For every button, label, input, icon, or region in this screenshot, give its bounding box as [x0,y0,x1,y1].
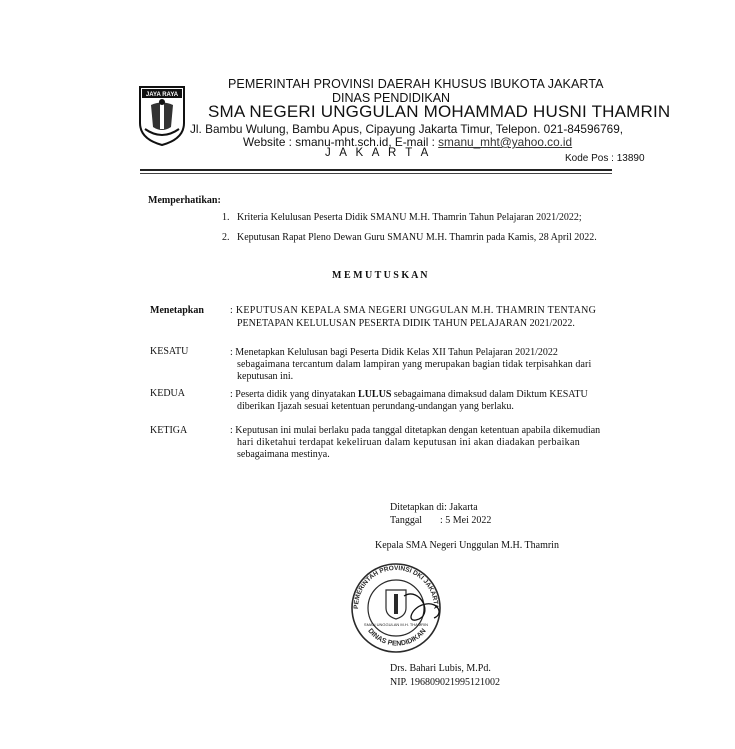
kesatu-label: KESATU [150,346,189,357]
ketiga-label: KETIGA [150,425,188,436]
ketiga-line-1: : Keputusan ini mulai berlaku pada tanggal ditetapkan dengan ketentuan apabila dikemudian [230,425,601,436]
ketiga-line-2: hari diketahui terdapat kekeliruan dalam keputusan ini akan diadakan perbaikan [237,437,580,448]
school-address: Jl. Bambu Wulung, Bambu Apus, Cipayung Jakarta Timur, Telepon. 021-84596769, [190,122,624,136]
logo-text: JAYA RAYA [145,92,179,98]
menetapkan-line-1: : KEPUTUSAN KEPALA SMA NEGERI UNGGULAN M.H. THAMRIN TENTANG [230,305,597,316]
memperhatikan-item-2: Keputusan Rapat Pleno Dewan Guru SMANU M.H. Thamrin pada Kamis, 28 April 2022. [237,232,597,243]
kedua-line-1-pre: : Peserta didik yang dinyatakan [230,389,359,400]
ketiga-line-3: sebagaimana mestinya. [237,449,330,460]
kedua-line-1 [230,389,588,401]
kedua-line-1-post: sebagaimana dimaksud dalam Diktum KESATU [391,389,588,400]
memperhatikan-item-1-number: 1. [222,212,230,223]
memutuskan-heading: M E M U T U S K A N [332,270,428,281]
kesatu-line-3: keputusan ini. [237,371,294,382]
stamp-center-text: SMAN UNGGULAN M.H. THAMRIN [363,622,429,627]
tanggal-label: Tanggal [390,515,423,526]
kesatu-line-2: sebagaimana tercantum dalam lampiran yang merupakan bagian tidak terpisahkan dari [237,359,592,370]
tanggal-value: : 5 Mei 2022 [440,515,492,526]
header-divider-thin [140,173,612,174]
memperhatikan-item-2-number: 2. [222,232,230,243]
school-name: SMA NEGERI UNGGULAN MOHAMMAD HUSNI THAMRIN [208,102,671,121]
signatory-nip: NIP. 196809021995121002 [390,677,501,688]
postal-code: Kode Pos : 13890 [565,153,645,164]
email-link[interactable]: smanu_mht@yahoo.co.id [438,135,573,149]
website-label: Website : smanu-mht.sch.id, E-mail : [243,135,439,149]
city-line: J A K A R T A [325,147,432,159]
department-line: DINAS PENDIDIKAN [332,91,451,105]
kesatu-line-1: : Menetapkan Kelulusan bagi Peserta Didik Kelas XII Tahun Pelajaran 2021/2022 [230,347,558,358]
jabatan-kepala-sekolah: Kepala SMA Negeri Unggulan M.H. Thamrin [375,540,559,551]
memperhatikan-heading: Memperhatikan: [148,195,221,206]
signatory-name: Drs. Bahari Lubis, M.Pd. [390,663,491,674]
official-stamp-icon [340,556,450,656]
ditetapkan-di: Ditetapkan di: Jakarta [390,502,478,513]
memperhatikan-item-1: Kriteria Kelulusan Peserta Didik SMANU M.H. Thamrin Tahun Pelajaran 2021/2022; [237,212,582,223]
svg-text:DINAS PENDIDIKAN [366,628,427,648]
government-line: PEMERINTAH PROVINSI DAERAH KHUSUS IBUKOTA JAKARTA [228,77,604,91]
menetapkan-label: Menetapkan [150,305,204,316]
kedua-lulus: LULUS [358,389,392,400]
jakarta-crest-logo-icon [137,85,187,147]
kedua-label: KEDUA [150,388,185,399]
header-divider-thick [140,169,612,171]
stamp-top-text: PEMERINTAH PROVINSI DKI JAKARTA [352,564,440,610]
kedua-line-2: diberikan Ijazah sesuai ketentuan perundang-undangan yang berlaku. [237,401,514,412]
stamp-bottom-text: DINAS PENDIDIKAN [366,627,428,648]
menetapkan-line-2: PENETAPAN KELULUSAN PESERTA DIDIK TAHUN PELAJARAN 2021/2022. [237,318,575,329]
